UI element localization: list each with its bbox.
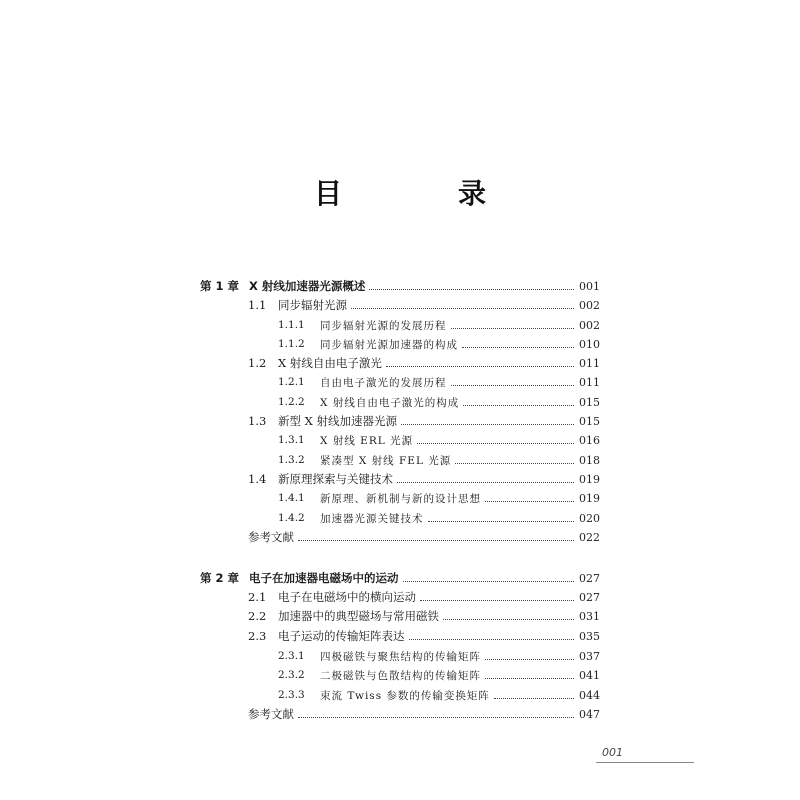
toc-entry-label: X 射线加速器光源概述	[249, 279, 366, 293]
toc-entry-label: 加速器中的典型磁场与常用磁铁	[278, 609, 439, 623]
toc-entry-number: 2.2	[248, 609, 267, 623]
toc-entry-subsection	[200, 450, 600, 470]
toc-entry-page: 010	[579, 337, 600, 351]
dot-leader	[462, 347, 574, 348]
dot-leader	[397, 482, 574, 483]
toc-entry-number: 1.1	[248, 298, 267, 312]
toc-entry-subsection	[200, 392, 600, 412]
toc-entry-page: 027	[579, 590, 600, 604]
dot-leader	[451, 385, 575, 386]
toc-entry-page: 035	[579, 629, 600, 643]
toc-entry-label: 新型 X 射线加速器光源	[278, 414, 397, 428]
toc-entry-section	[200, 606, 600, 626]
dot-leader	[420, 600, 574, 601]
toc-entry-chapter	[200, 276, 600, 296]
toc-entry-number: 1.4	[248, 472, 267, 486]
toc-entry-page: 027	[579, 571, 600, 585]
toc-entry-label: X 射线 ERL 光源	[320, 434, 414, 447]
toc-entry-subsection	[200, 430, 600, 450]
toc-entry-label: 电子运动的传输矩阵表达	[278, 629, 405, 643]
toc-entry-number: 2.3	[248, 629, 267, 643]
dot-leader	[443, 619, 574, 620]
toc-entry-page: 015	[579, 414, 600, 428]
toc-entry-label: 参考文献	[248, 707, 294, 721]
toc-entry-subsection	[200, 646, 600, 666]
toc-entry-page: 002	[579, 298, 600, 312]
dot-leader	[409, 639, 575, 640]
dot-leader	[451, 328, 575, 329]
toc-entry-chapter	[200, 568, 600, 588]
toc-entry-label: X 射线自由电子激光	[278, 356, 382, 370]
toc-entry-number: 1.3	[248, 414, 267, 428]
dot-leader	[485, 678, 574, 679]
toc-entry-number: 第 1 章	[200, 279, 240, 293]
toc-entry-number: 1.1.2	[278, 338, 305, 350]
toc-entry-page: 002	[579, 318, 600, 332]
toc-entry-number: 2.3.1	[278, 650, 305, 662]
toc-entry-page: 022	[579, 530, 600, 544]
dot-leader	[455, 463, 574, 464]
toc-entry-subsection	[200, 665, 600, 685]
dot-leader	[494, 698, 574, 699]
toc-entry-label: 紧凑型 X 射线 FEL 光源	[320, 454, 452, 467]
toc-entry-page: 018	[579, 453, 600, 467]
toc-entry-page: 047	[579, 707, 600, 721]
toc-entry-page: 011	[579, 375, 600, 389]
toc-entry-section	[200, 353, 600, 373]
dot-leader	[485, 659, 574, 660]
toc-entry-subsection	[200, 334, 600, 354]
toc-entry-label: 新原理、新机制与新的设计思想	[320, 492, 481, 505]
dot-leader	[298, 717, 574, 718]
toc-entry-label: 加速器光源关键技术	[320, 512, 424, 525]
toc-entry-references	[200, 704, 600, 724]
toc-entry-references	[200, 527, 600, 547]
toc-entry-section	[200, 295, 600, 315]
toc-entry-subsection	[200, 372, 600, 392]
toc-entry-page: 031	[579, 609, 600, 623]
toc-entry-number: 2.1	[248, 590, 267, 604]
toc-entry-page: 019	[579, 491, 600, 505]
toc-entry-number: 1.1.1	[278, 319, 305, 331]
dot-leader	[401, 424, 574, 425]
dot-leader	[403, 581, 574, 582]
toc-entry-number: 1.2	[248, 356, 267, 370]
dot-leader	[485, 501, 574, 502]
toc-entry-page: 037	[579, 649, 600, 663]
toc-entry-page: 020	[579, 511, 600, 525]
toc-entry-label: 二极磁铁与色散结构的传输矩阵	[320, 669, 481, 682]
toc-entry-page: 011	[579, 356, 600, 370]
toc-entry-label: 同步辐射光源的发展历程	[320, 319, 447, 332]
toc-entry-label: 自由电子激光的发展历程	[320, 376, 447, 389]
toc-entry-label: 电子在电磁场中的横向运动	[278, 590, 416, 604]
dot-leader	[463, 405, 574, 406]
page-title: 目 录	[313, 177, 530, 210]
toc-entry-label: X 射线自由电子激光的构成	[320, 396, 460, 409]
toc-entry-label: 同步辐射光源加速器的构成	[320, 338, 458, 351]
dot-leader	[298, 540, 574, 541]
toc-entry-number: 1.4.2	[278, 512, 305, 524]
toc-entry-number: 1.3.2	[278, 454, 305, 466]
dot-leader	[386, 366, 574, 367]
toc-entry-number: 第 2 章	[200, 571, 240, 585]
toc-entry-label: 同步辐射光源	[278, 298, 347, 312]
toc-entry-page: 044	[579, 688, 600, 702]
toc-entry-label: 电子在加速器电磁场中的运动	[249, 571, 399, 585]
page-number: 001	[596, 746, 694, 763]
toc-entry-subsection	[200, 488, 600, 508]
dot-leader	[417, 443, 574, 444]
toc-entry-label: 束流 Twiss 参数的传输变换矩阵	[320, 689, 490, 702]
toc-entry-section	[200, 411, 600, 431]
toc-entry-subsection	[200, 315, 600, 335]
toc-entry-page: 016	[579, 433, 600, 447]
toc-entry-section	[200, 626, 600, 646]
toc-entry-page: 019	[579, 472, 600, 486]
toc-entry-section	[200, 587, 600, 607]
toc-entry-label: 新原理探索与关键技术	[278, 472, 393, 486]
toc-entry-number: 1.3.1	[278, 434, 305, 446]
toc-entry-section	[200, 469, 600, 489]
toc-entry-label: 四极磁铁与聚焦结构的传输矩阵	[320, 650, 481, 663]
toc-entry-label: 参考文献	[248, 530, 294, 544]
toc-entry-subsection	[200, 685, 600, 705]
toc-entry-page: 041	[579, 668, 600, 682]
toc-entry-subsection	[200, 508, 600, 528]
toc-entry-number: 1.4.1	[278, 492, 305, 504]
toc-entry-page: 001	[579, 279, 600, 293]
dot-leader	[351, 308, 574, 309]
dot-leader	[369, 289, 574, 290]
toc-entry-page: 015	[579, 395, 600, 409]
toc-entry-number: 1.2.1	[278, 376, 305, 388]
dot-leader	[428, 521, 575, 522]
toc-entry-number: 1.2.2	[278, 396, 305, 408]
toc-entry-number: 2.3.3	[278, 689, 305, 701]
toc-entry-number: 2.3.2	[278, 669, 305, 681]
